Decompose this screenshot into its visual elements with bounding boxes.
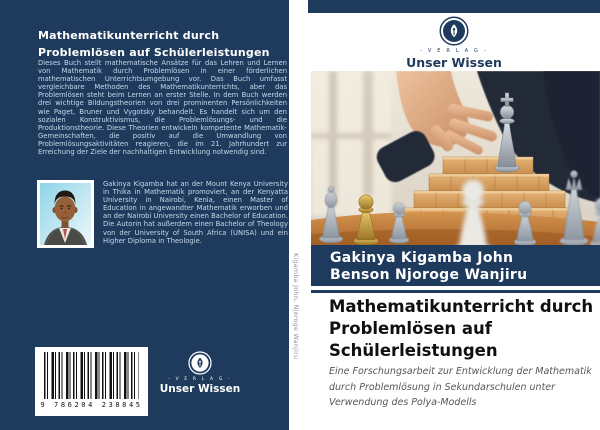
front-author-band [311, 245, 600, 286]
spine-authors: Kigamba John, Njoroge Wanjiru [292, 253, 299, 360]
publisher-name: Unser Wissen [406, 54, 502, 70]
divider-rule [311, 290, 600, 293]
publisher-tagline: - V E R L A G - [168, 377, 232, 382]
front-logo-band [308, 13, 600, 71]
publisher-logo-front [406, 13, 502, 71]
front-author-2: Benson Njoroge Wanjiru [330, 266, 528, 283]
author-photo [37, 180, 94, 248]
barcode-bars [44, 352, 139, 399]
front-top-bar [308, 0, 600, 13]
cover-photo [311, 71, 600, 245]
back-blurb: Dieses Buch stellt mathematische Ansätze für das Lehren und Lernen von Mathematik durch Problemlösen in einer förderlichen mathematischen Unterrichtsumgebung vor. Das Buch umfasst vergleichbare Methoden des Mathematikunterrichts, aber das Problemlösen steht beim Lernen an erster Stelle. In dem Buch werden drei wichtige Bildungstheorien von drei prominenten Persönlichkeiten wie Paget, Bruner und Vygotsky behandelt. Es handelt sich um den sozialen Konstruktivismus, die Problemlösungs- und die Produktionstheorie. Diese Theorien entwickeln kompetente Mathematik-Gemeinschaften, die positiv auf die Umwandlung von Problemlösungsaktivitäten reagieren, die im 21. Jahrhundert zur Erreichung der Ziele der nachhaltigen Entwicklung notwendig sind. [38, 59, 287, 157]
pen-nib-icon [188, 351, 212, 375]
front-subtitle: Eine Forschungsarbeit zur Entwicklung der Mathematik durch Problemlösung in Sekundarschulen unter Verwendung des Polya-Modells [329, 366, 592, 408]
publisher-logo-back [155, 351, 245, 395]
back-cover [0, 0, 289, 430]
pen-nib-icon [439, 16, 469, 46]
chess-blocks-illustration [311, 71, 600, 245]
front-cover [308, 0, 600, 430]
front-title-line2: Problemlösen auf [329, 319, 492, 338]
publisher-tagline: - V E R L A G - [420, 48, 488, 54]
author-bio-text: Gakinya Kigamba hat an der Mount Kenya University in Thika in Mathematik promoviert, an der Kenyatta University in Nairobi, Kenia, einen Master of Education in angewandter Mathematik erworben und an der Nairobi University einen Bachelor of Education. Die Autorin hat außerdem einen Bachelor of Theology von der University of South Africa (UNISA) und ein Higher Diploma in Theologie. [103, 180, 288, 245]
back-title-line1: Mathematikunterricht durch [38, 29, 220, 42]
front-title-line3: Schülerleistungen [329, 341, 498, 360]
author-bio-section [37, 180, 288, 248]
front-author-1: Gakinya Kigamba John [330, 250, 514, 266]
front-title [329, 296, 597, 362]
barcode [35, 347, 148, 416]
isbn-digits: 9 786204 238845 [40, 401, 143, 409]
author-portrait-illustration [40, 183, 91, 245]
spine [289, 0, 308, 430]
front-title-line1: Mathematikunterricht durch [329, 297, 594, 316]
back-title-line2: Problemlösen auf Schülerleistungen [38, 46, 270, 59]
back-title [38, 27, 288, 61]
publisher-name: Unser Wissen [159, 382, 241, 395]
